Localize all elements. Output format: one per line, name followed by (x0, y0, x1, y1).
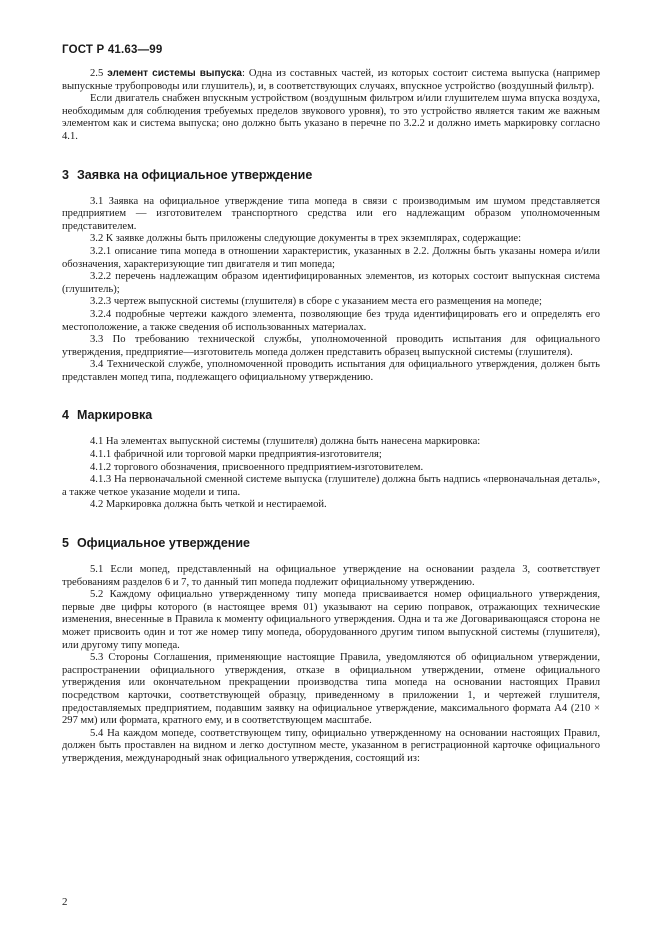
section-title: Заявка на официальное утверждение (76, 167, 313, 182)
paragraph-3-2-1: 3.2.1 описание типа мопеда в отношении характеристик, указанных в 2.2. Должны быть указаны номера и/или обозначения, характеризующие тип двигателя и тип мопеда; (62, 245, 600, 270)
paragraph-4-1-1: 4.1.1 фабричной или торговой марки предприятия-изготовителя; (90, 449, 382, 461)
paragraph-3-3: 3.3 По требованию технической службы, уполномоченной проводить испытания для официального утверждения, предприятие—изготовитель мопеда должен представить образец выпускной системы (глушителя). (62, 334, 600, 358)
page-content (62, 68, 600, 766)
standard-header: ГОСТ Р 41.63—99 (62, 44, 163, 56)
section-4-heading (62, 408, 600, 422)
section-number: 3 (62, 167, 69, 182)
section-number: 4 (62, 408, 69, 423)
section-3-heading (62, 168, 600, 182)
page-number: 2 (62, 896, 68, 908)
paragraph-3-2-3: 3.2.3 чертеж выпускной системы (глушителя) в сборе с указанием места его размещения на мопеде; (90, 296, 542, 308)
paragraph-3-2-2: 3.2.2 перечень надлежащим образом идентифицированных элементов, из которых состоит выпускная система (глушитель); (62, 271, 600, 295)
paragraph-2-5-note: Если двигатель снабжен впускным устройством (воздушным фильтром и/или глушителем шума впуска воздуха, необходимым для соблюдения требуемых пределов звукового уровня), то это устройство является таким же важным элементом как и система выпуска; оно должно быть указано в перечне по 3.2.2 и должно иметь маркировку согласно 4.1. (62, 93, 600, 142)
paragraph-3-1: 3.1 Заявка на официальное утверждение типа мопеда в связи с производимым им шумом представляется предприятием — изготовителем транспортного средства или его надлежащим образом уполномоченным представителем. (62, 195, 600, 232)
paragraph-5-1: 5.1 Если мопед, представленный на официальное утверждение на основании раздела 3, соответствует требованиям разделов 6 и 7, то данный тип мопеда подлежит официальному утверждению. (62, 564, 600, 588)
section-number: 5 (62, 536, 69, 551)
paragraph-3-2-4: 3.2.4 подробные чертежи каждого элемента, позволяющие без труда идентифицировать его и определять его местоположение, а также сведения об использованных материалах. (62, 308, 600, 333)
section-5-heading (62, 536, 600, 550)
paragraph-5-4: 5.4 На каждом мопеде, соответствующем типу, официально утвержденному на основании настоящих Правил, должен быть проставлен на видном и легко доступном месте, указанном в регистрационной карточке официального утверждения, международный знак официального утверждения, состоящий из: (62, 727, 600, 764)
section-title: Маркировка (76, 408, 153, 423)
paragraph-4-1: 4.1 На элементах выпускной системы (глушителя) должна быть нанесена маркировка: (90, 436, 481, 448)
paragraph-3-4: 3.4 Технической службе, уполномоченной проводить испытания для официального утверждения, должен быть представлен мопед типа, подлежащего официальному утверждению. (62, 359, 600, 383)
paragraph-4-2: 4.2 Маркировка должна быть четкой и нестираемой. (90, 499, 327, 511)
paragraph-number: 2.5 (90, 68, 104, 79)
term-exhaust-element: элемент системы выпуска (107, 68, 242, 79)
paragraph-2-5 (62, 68, 600, 93)
paragraph-5-3: 5.3 Стороны Соглашения, применяющие настоящие Правила, уведомляются об официальном утверждении, распространении официального утверждения, отказе в официальном утверждении, отмене официального утверждения или окончательном прекращении производства типа мопеда на основании настоящих Правил посредством карточки, соответствующей образцу, приведенному в приложении 1, и чертежей глушителя, предоставляемых предприятием, подавшим заявку на официальное утверждение, максимального формата А4 (210 × 297 мм) или формата, кратного ему, и в соответствующем масштабе. (62, 652, 600, 727)
section-title: Официальное утверждение (76, 536, 250, 551)
paragraph-4-1-2: 4.1.2 торгового обозначения, присвоенного предприятием-изготовителем. (90, 461, 424, 473)
paragraph-3-2: 3.2 К заявке должны быть приложены следующие документы в трех экземплярах, содержащие: (90, 233, 522, 245)
paragraph-text: : Одна из составных частей, из которых состоит система выпуска (например выпускные трубопроводы или глушитель), и, в соответствующих случаях, впускное устройство (воздушный фильтр). (62, 68, 600, 92)
paragraph-5-2: 5.2 Каждому официально утвержденному типу мопеда присваивается номер официального утверждения, первые две цифры которого (в настоящее время 01) указывают на серию поправок, отражающих технические изменения, внесенные в Правила к моменту официального утверждения. Одна и та же Договаривающаяся сторона не может присвоить один и тот же номер типу мопеда, оборудованного другим типом выпускной системы (глушителя), или другому типу мопеда. (62, 589, 600, 651)
paragraph-4-1-3: 4.1.3 На первоначальной сменной системе выпуска (глушителе) должна быть надпись «первоначальная деталь», а также четкое указание модели и типа. (62, 474, 600, 498)
